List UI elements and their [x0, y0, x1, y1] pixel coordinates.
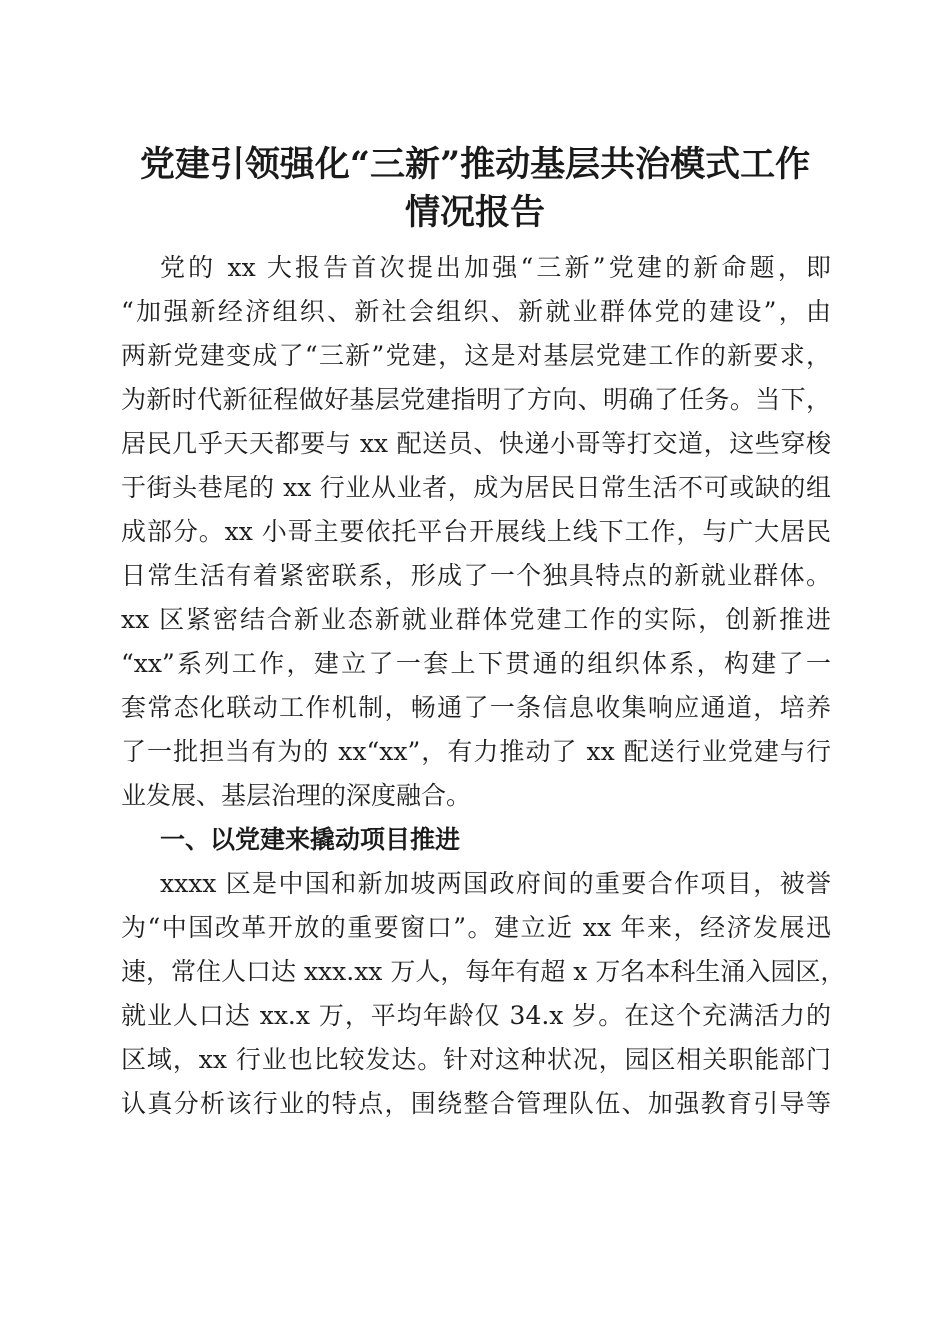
- section-1-line: 为“中国改革开放的重要窗口”。建立近 xx 年来，经济发展迅: [121, 913, 831, 942]
- section-1-line: 区域，xx 行业也比较发达。针对这种状况，园区相关职能部门: [121, 1045, 831, 1074]
- intro-line: 日常生活有着紧密联系，形成了一个独具特点的新就业群体。: [121, 561, 831, 590]
- section-1-line: 速，常住人口达 xxx.xx 万人，每年有超 x 万名本科生涌入园区，: [121, 957, 846, 986]
- intro-line: 业发展、基层治理的深度融合。: [121, 781, 472, 810]
- intro-line: 为新时代新征程做好基层党建指明了方向、明确了任务。当下，: [121, 385, 831, 414]
- intro-line: 居民几乎天天都要与 xx 配送员、快递小哥等打交道，这些穿梭: [121, 429, 831, 458]
- intro-line: 套常态化联动工作机制，畅通了一条信息收集响应通道，培养: [121, 693, 831, 722]
- document-title-line-1: 党建引领强化“三新”推动基层共治模式工作: [139, 144, 811, 185]
- intro-line: 于街头巷尾的 xx 行业从业者，成为居民日常生活不可或缺的组: [121, 473, 831, 502]
- intro-line: 两新党建变成了“三新”党建，这是对基层党建工作的新要求，: [121, 341, 831, 370]
- intro-line: 党的 xx 大报告首次提出加强“三新”党建的新命题，即: [160, 253, 831, 282]
- intro-line: xx 区紧密结合新业态新就业群体党建工作的实际，创新推进: [121, 605, 831, 634]
- section-1-heading: 一、以党建来撬动项目推进: [160, 825, 461, 854]
- intro-line: “xx”系列工作，建立了一套上下贯通的组织体系，构建了一: [121, 649, 831, 678]
- document-title-line-2: 情况报告: [404, 192, 545, 233]
- intro-line: 成部分。xx 小哥主要依托平台开展线上线下工作，与广大居民: [121, 517, 831, 546]
- section-1-line: 认真分析该行业的特点，围绕整合管理队伍、加强教育引导等: [121, 1089, 831, 1118]
- intro-line: 了一批担当有为的 xx“xx”，有力推动了 xx 配送行业党建与行: [121, 737, 831, 766]
- intro-line: “加强新经济组织、新社会组织、新就业群体党的建设”，由: [121, 297, 831, 326]
- section-1-line: 就业人口达 xx.x 万，平均年龄仅 34.x 岁。在这个充满活力的: [121, 1001, 831, 1030]
- section-1-line: xxxx 区是中国和新加坡两国政府间的重要合作项目，被誉: [160, 869, 831, 898]
